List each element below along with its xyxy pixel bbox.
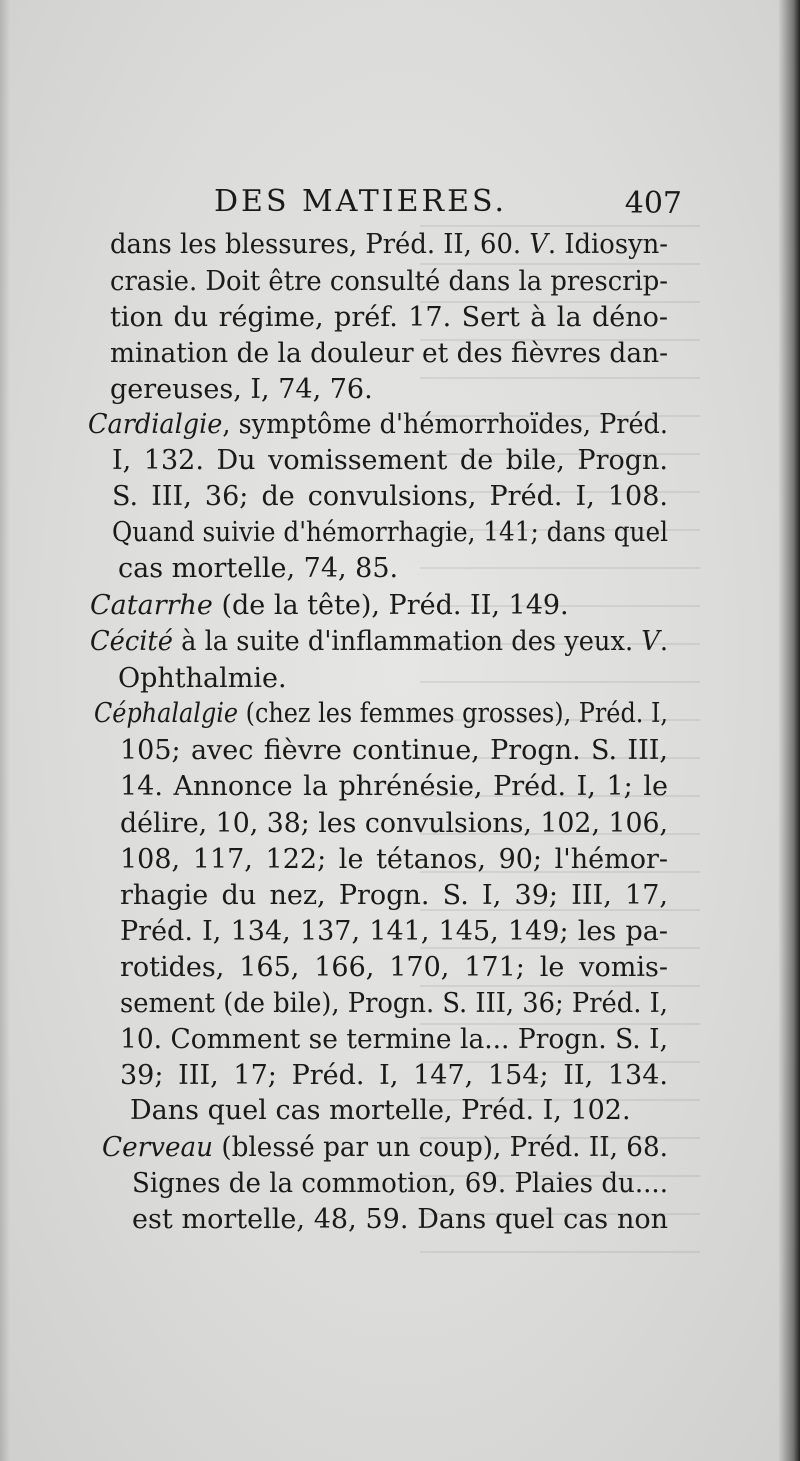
index-text: . Idiosyn- [547, 229, 668, 260]
index-line [110, 340, 668, 367]
index-line [120, 773, 668, 800]
index-text: Dans quel cas mortelle, Préd. I, 102. [130, 1095, 631, 1126]
index-text: Ophthalmie. [118, 663, 287, 694]
index-text: délire, 10, 38; les convulsions, 102, 106, [120, 808, 668, 839]
index-text: V [641, 626, 660, 657]
index-term: Cardialgie [88, 409, 223, 440]
index-text: sement (de bile), Progn. S. III, 36; Préd. I, [120, 988, 668, 1019]
index-line [120, 882, 668, 909]
index-line [110, 268, 668, 295]
index-text: (de la tête), Préd. II, 149. [212, 590, 569, 621]
index-line [120, 954, 668, 981]
index-text: , symptôme d'hémorrhoïdes, Préd. [222, 409, 669, 440]
index-text: (chez les femmes grosses), Préd. I, [238, 698, 668, 729]
index-term: Catarrhe [90, 590, 213, 621]
index-line [112, 519, 668, 546]
index-line [90, 592, 569, 619]
index-text: Signes de la commotion, 69. Plaies du.... [132, 1168, 668, 1199]
index-line [88, 411, 668, 438]
index-text: (blessé par un coup), Préd. II, 68. [213, 1132, 668, 1163]
index-line [110, 304, 668, 331]
index-text: Préd. I, 134, 137, 141, 145, 149; les pa- [120, 916, 668, 947]
index-line [120, 810, 668, 837]
index-text: tion du régime, préf. 17. Sert à la déno- [110, 302, 668, 333]
index-line [120, 918, 668, 945]
index-line [132, 1170, 668, 1197]
index-line [132, 1206, 668, 1233]
index-text: cas mortelle, 74, 85. [118, 553, 399, 584]
index-text: 14. Annonce la phrénésie, Préd. I, 1; le [120, 771, 668, 802]
index-line [130, 1097, 631, 1124]
index-text: est mortelle, 48, 59. Dans quel cas non [132, 1204, 668, 1235]
index-text: V [529, 229, 548, 260]
index-text: crasie. Doit être consulté dans la prescrip- [110, 266, 668, 297]
index-text: Quand suivie d'hémorrhagie, 141; dans quel [112, 517, 668, 548]
index-text: 39; III, 17; Préd. I, 147, 154; II, 134. [120, 1060, 668, 1091]
index-text: mination de la douleur et des fièvres dan- [110, 338, 668, 369]
index-line [110, 376, 373, 403]
index-line [120, 737, 668, 764]
index-line [90, 628, 668, 655]
index-line [120, 1062, 668, 1089]
index-text: . [659, 626, 668, 657]
index-line [120, 1026, 668, 1053]
index-line [102, 1134, 668, 1161]
index-text: 108, 117, 122; le tétanos, 90; l'hémor- [120, 844, 668, 875]
index-term: Cerveau [102, 1132, 214, 1163]
index-line [118, 665, 287, 692]
running-header [90, 180, 690, 230]
index-text: rhagie du nez, Progn. S. I, 39; III, 17, [120, 880, 668, 911]
index-text: 10. Comment se termine la... Progn. S. I, [120, 1024, 668, 1055]
index-text: I, 132. Du vomissement de bile, Progn. [112, 445, 668, 476]
index-text: gereuses, I, 74, 76. [110, 374, 373, 405]
index-text: 105; avec fièvre continue, Progn. S. III, [120, 735, 668, 766]
index-line [94, 700, 668, 727]
index-line [112, 483, 668, 510]
index-line [118, 555, 398, 582]
index-line [120, 990, 668, 1017]
index-text: dans les blessures, Préd. II, 60. [110, 229, 530, 260]
index-text: à la suite d'inflammation des yeux. [172, 626, 642, 657]
page-number: 407 [624, 186, 682, 221]
index-line [110, 231, 668, 258]
index-line [120, 846, 668, 873]
running-title: DES MATIERES. [214, 184, 508, 219]
index-line [112, 447, 668, 474]
index-text: rotides, 165, 166, 170, 171; le vomis- [120, 952, 668, 983]
index-text: S. III, 36; de convulsions, Préd. I, 108. [112, 481, 668, 512]
index-term: Cécité [90, 626, 173, 657]
index-term: Céphalalgie [94, 698, 239, 729]
